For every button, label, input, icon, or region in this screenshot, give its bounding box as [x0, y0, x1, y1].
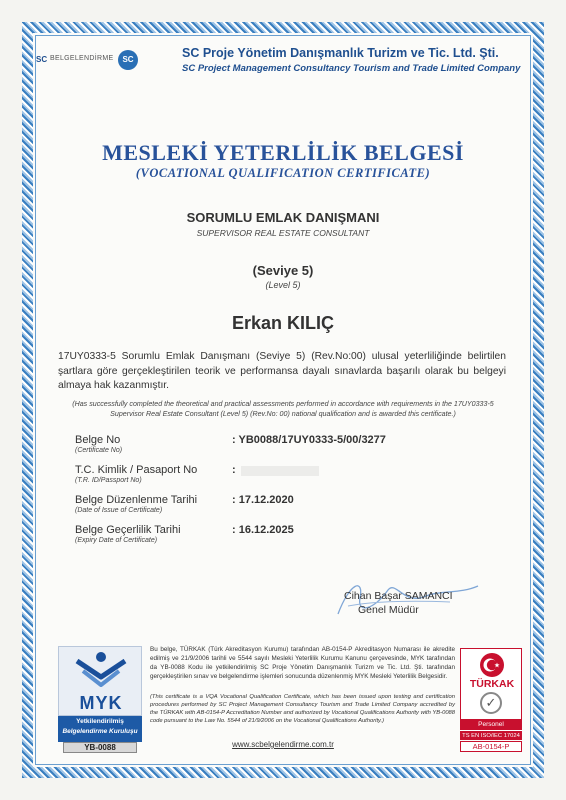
field-sublabel: (Date of Issue of Certificate): [75, 507, 163, 514]
field-sublabel: (Certificate No): [75, 447, 123, 454]
certificate-fields: [75, 434, 505, 554]
footer-text-tr: Bu belge, TÜRKAK (Türk Akreditasyon Kurumu) tarafından AB-0154-P Akreditasyon Numarası ile akredite edilmiş ve 21/9/2006 tarihli ve 5544 sayılı Mesleki Yeterlilik Kurumu Kanunu çerçevesinde, MYK tarafından da YB-0088 Kodu ile yetkilendirilmiş SC Proje Yönetim Danışmanlık Turizm ve Tic. Ltd. Şti. tarafından gerçekleştirilen sınav ve belgelendirme işlemleri sonucunda düzenlenmiş MYK Mesleki Yeterlilik Belgesidir.: [150, 646, 455, 680]
field-value: :: [232, 464, 236, 476]
myk-logo-text: MYK: [79, 693, 123, 713]
certificate-title-en: (VOCATIONAL QUALIFICATION CERTIFICATE): [135, 166, 431, 180]
holder-name: Erkan KILIÇ: [231, 313, 335, 333]
turkak-line2: TS EN ISO/IEC 17024: [460, 730, 522, 740]
myk-emblem-box: [58, 646, 142, 716]
myk-emblem-icon: [59, 647, 143, 693]
footer-text-en: (This certificate is a VQA Vocational Qualification Certificate, which has been issued upon testing and certification procedures performed by SC Project Management Consultancy Tourism and Trade Limited Company accredited by the TÜRKAK with AB-0154-P Accreditation Number and authorized by Vocational Qualifications Authority with YB-0088 code pursuant to the Law No. 5544 of 21/9/2006 on the Vocational Qualifications Authority.): [150, 694, 455, 724]
website-link[interactable]: www.scbelgelendirme.com.tr: [232, 740, 334, 749]
qualification-title: SORUMLU EMLAK DANIŞMANI: [186, 210, 380, 225]
field-label: Belge Düzenlenme Tarihi: [75, 494, 198, 506]
field-value: : YB0088/17UY0333-5/00/3277: [232, 434, 386, 446]
field-id-passport-no: [75, 464, 505, 494]
myk-logo: [58, 646, 142, 750]
company-name-en: SC Project Management Consultancy Tourism and Trade Limited Company: [182, 63, 521, 74]
turkak-line1: Personel: [460, 720, 522, 730]
checkmark-icon: ✓: [480, 692, 502, 714]
myk-strip-line2: Belgelendirme Kuruluşu: [62, 728, 138, 735]
turkak-flag-icon: [480, 653, 504, 677]
logo-sc-text: SC: [36, 55, 48, 64]
certificate-title: MESLEKİ YETERLİLİK BELGESİ: [102, 140, 464, 165]
signatory-name: Cihan Başar SAMANCI: [344, 590, 453, 602]
field-expiry-date: [75, 524, 505, 554]
field-value: : 16.12.2025: [232, 524, 294, 536]
logo-belgelendirme-text: BELGELENDİRME: [50, 55, 114, 62]
field-certificate-no: [75, 434, 505, 464]
level-label: (Seviye 5): [252, 263, 314, 278]
field-issue-date: [75, 494, 505, 524]
field-label: Belge Geçerlilik Tarihi: [75, 524, 181, 536]
turkak-name: TÜRKAK: [469, 678, 515, 690]
turkak-emblem-box: [460, 648, 522, 720]
turkak-code: AB-0154-P: [460, 741, 522, 752]
field-sublabel: (T.R. ID/Passport No): [75, 477, 142, 484]
qualification-title-en: SUPERVISOR REAL ESTATE CONSULTANT: [196, 228, 370, 238]
field-value: : 17.12.2020: [232, 494, 294, 506]
myk-code: YB-0088: [63, 742, 137, 753]
statement-en: (Has successfully completed the theoretical and practical assessments performed in accordance with requirements in the 17UY0333-5 Supervisor Real Estate Consultant (Level 5) (Rev.No: 00) national qualification and is awarded this certificate.): [72, 400, 494, 418]
field-sublabel: (Expiry Date of Certificate): [75, 537, 158, 544]
field-label: T.C. Kimlik / Pasaport No: [75, 464, 198, 476]
sc-circle-logo-icon: SC: [118, 50, 138, 70]
header: [36, 42, 521, 82]
statement-tr: 17UY0333-5 Sorumlu Emlak Danışmanı (Seviye 5) (Rev.No:00) ulusal yeterliliğinde belirtilen şartlara göre gerçekleştirilen teorik ve performansa dayalı sınavlarda başarılı olarak bu belgeyi almaya hak kazanmıştır.: [58, 351, 506, 391]
signature-block: [330, 576, 490, 624]
crescent-star-icon: [480, 653, 504, 677]
redacted-id: [241, 466, 319, 476]
turkak-logo: [460, 648, 522, 752]
signatory-title: Genel Müdür: [358, 604, 419, 616]
company-name-tr: SC Proje Yönetim Danışmanlık Turizm ve Tic. Ltd. Şti.: [182, 46, 499, 60]
sc-belgelendirme-logo: [36, 50, 148, 72]
level-label-en: (Level 5): [265, 280, 301, 290]
myk-strip-line1: Yetkilendirilmiş: [76, 718, 124, 725]
field-label: Belge No: [75, 434, 121, 446]
